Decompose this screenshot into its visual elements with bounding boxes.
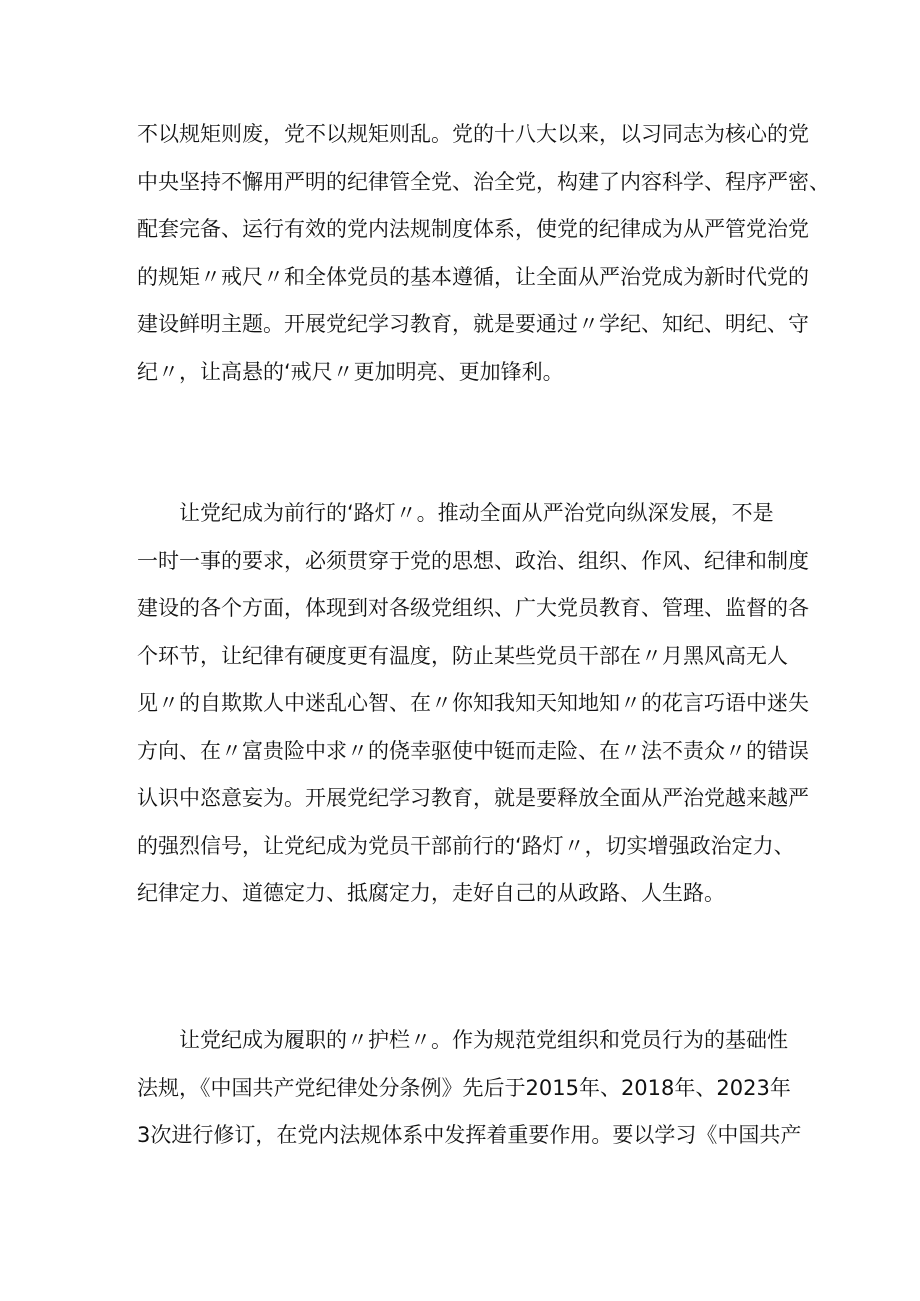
paragraph-line: 认识中恣意妄为。开展党纪学习教育，就是要释放全面从严治党越来越严 [137,786,809,810]
paragraph-line: 让党纪成为前行的‘路灯〃。推动全面从严治党向纵深发展，不是 [179,501,774,525]
paragraph-line: 见〃的自欺欺人中迷乱心智、在〃你知我知天知地知〃的花言巧语中迷失 [137,691,809,715]
paragraph-line: 一时一事的要求，必须贯穿于党的思想、政治、组织、作风、纪律和制度 [137,548,809,573]
paragraph-line: 纪〃，让高悬的‘戒尺〃更加明亮、更加锋利。 [137,359,564,384]
paragraph-line: 配套完备、运行有效的党内法规制度体系，使党的纪律成为从严管党治党 [137,217,809,241]
paragraph-line: 个环节，让纪律有硬度更有温度，防止某些党员干部在〃月黑风高无人 [137,643,788,668]
paragraph-line: 建设鲜明主题。开展党纪学习教育，就是要通过〃学纪、知纪、明纪、守 [137,312,809,336]
paragraph-line: 方向、在〃富贵险中求〃的侥幸驱使中铤而走险、在〃法不责众〃的错误 [137,738,809,763]
paragraph-line: 的规矩〃戒尺〃和全体党员的基本遵循，让全面从严治党成为新时代党的 [137,264,809,289]
paragraph-guardrail [137,1017,802,1160]
paragraph-line: 法规，《中国共产党纪律处分条例》先后于2015年、2018年、2023年 [137,1075,791,1100]
paragraph-line: 让党纪成为履职的〃护栏〃。作为规范党组织和党员行为的基础性 [179,1028,788,1052]
paragraph-line: 的强烈信号，让党纪成为党员干部前行的‘路灯〃，切实增强政治定力、 [137,833,795,858]
paragraph-discipline-rules [137,111,830,396]
paragraph-line: 不以规矩则废，党不以规矩则乱。党的十八大以来，以习同志为核心的党 [137,122,809,146]
paragraph-line: 纪律定力、道德定力、抵腐定力，走好自己的从政路、人生路。 [137,881,725,905]
paragraph-line: 中央坚持不懈用严明的纪律管全党、治全党，构建了内容科学、程序严密、 [137,169,830,194]
paragraph-line: 建设的各个方面，体现到对各级党组织、广大党员教育、管理、监督的各 [137,596,809,620]
paragraph-line: 3次进行修订，在党内法规体系中发挥着重要作用。要以学习《中国共产 [137,1123,802,1147]
paragraph-streetlight [137,490,809,918]
